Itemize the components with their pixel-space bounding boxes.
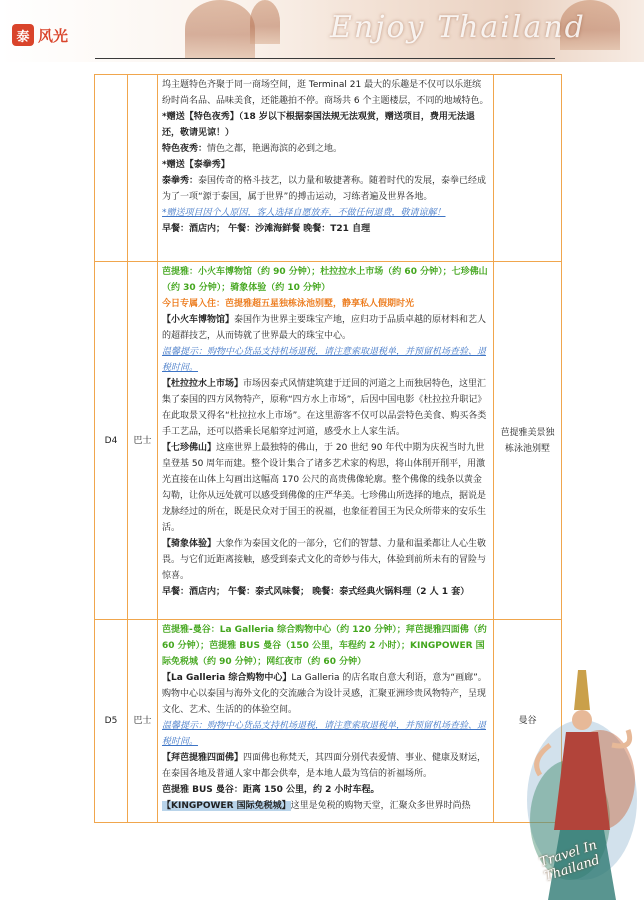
tax-refund-tip: 温馨提示：购物中心货品支持机场退税，请注意索取退税单，并预留机场查验、退税时间。 bbox=[162, 721, 487, 747]
logo-mark: 泰 bbox=[12, 24, 34, 46]
section-text: 市场因泰式风情建筑建于迂回的河道之上而独居特色，这里汇集了泰国的四方风物特产，原称“四方水上市场”，后因中国电影《杜拉拉升职记》在此取景又得名“杜拉拉水上市场”。在这里游客不仅可以品尝特色美食、购买各类手工艺品，还可以搭乘长尾船穿过河道，感受水上人家生活。 bbox=[162, 379, 487, 437]
brand-logo bbox=[12, 22, 68, 48]
text-paragraph bbox=[162, 670, 489, 718]
header-script: Enjoy Thailand bbox=[330, 10, 586, 45]
itinerary-content bbox=[158, 620, 494, 823]
section-title: 【La Galleria 综合购物中心】 bbox=[162, 673, 292, 683]
table-row bbox=[95, 620, 562, 823]
section-text: 四面佛也称梵天，其四面分别代表爱情、事业、健康及财运，在泰国各地及普通人家中都会供奉，是本地人最为笃信的祈福场所。 bbox=[162, 753, 487, 779]
section-title: 【骑象体验】 bbox=[162, 539, 217, 549]
gift-note: *赠送【特色夜秀】（18 岁以下根据泰国法规无法观赏，赠送项目，费用无法退还，敬请见谅！） bbox=[162, 112, 475, 138]
header-divider bbox=[95, 58, 555, 59]
tax-refund-tip: 温馨提示：购物中心货品支持机场退税，请注意索取退税单，并预留机场查验、退税时间。 bbox=[162, 347, 487, 373]
bus-transfer: 芭提雅 BUS 曼谷：距离 150 公里，约 2 小时车程。 bbox=[162, 785, 380, 795]
text-paragraph bbox=[162, 798, 489, 814]
item-label: 泰拳秀： bbox=[162, 176, 199, 186]
day-cell: D5 bbox=[95, 620, 128, 823]
special-stay: 今日专属入住：芭提雅超五星独栋泳池别墅，静享私人假期时光 bbox=[162, 299, 415, 309]
route-summary: 芭提雅-曼谷：La Galleria 综合购物中心（约 120 分钟）；拜芭提雅四面佛（约 60 分钟）；芭提雅 BUS 曼谷（150 公里，车程约 2 小时）；KINGPOWER 国际免税城（约 90 分钟）；网红夜市（约 60 分钟） bbox=[162, 625, 487, 667]
hotel-cell: 曼谷 bbox=[494, 620, 562, 823]
table-row bbox=[95, 262, 562, 620]
section-text: La Galleria 的店名取自意大利语，意为“画廊”。购物中心以泰国与海外文化的交流融合为设计灵感，汇聚亚洲珍贵风物特产，呈现文化、艺术、生活的的体验空间。 bbox=[162, 673, 487, 715]
transport-cell: 巴士 bbox=[128, 620, 158, 823]
text-paragraph bbox=[162, 312, 489, 344]
section-title: 【KINGPOWER 国际免税城】 bbox=[162, 801, 291, 811]
transport-cell: 巴士 bbox=[128, 262, 158, 620]
section-title: 【拜芭提雅四面佛】 bbox=[162, 753, 244, 763]
transport-cell bbox=[128, 75, 158, 262]
text-paragraph bbox=[162, 536, 489, 584]
thai-dancer-illustration bbox=[520, 650, 644, 914]
section-title: 【小火车博物馆】 bbox=[162, 315, 235, 325]
section-text: 大象作为泰国文化的一部分，它们的智慧、力量和温柔都让人心生敬畏。与它们近距离接触，感受到泰式文化的奇妙与伟大，体验到前所未有的冒险与惊喜。 bbox=[162, 539, 487, 581]
section-text: 泰国作为世界主要珠宝产地，应归功于品质卓越的原材料和艺人的超群技艺，从而铸就了世界最大的珠宝中心。 bbox=[162, 315, 487, 341]
hotel-cell bbox=[494, 75, 562, 262]
hotel-cell: 芭提雅美景独栋泳池别墅 bbox=[494, 262, 562, 620]
item-text: 情色之都，艳遇海滨的必到之地。 bbox=[207, 144, 343, 154]
route-summary: 芭提雅：小火车博物馆（约 90 分钟）；杜拉拉水上市场（约 60 分钟）；七珍佛山（约 30 分钟）；骑象体验（约 10 分钟） bbox=[162, 267, 488, 293]
itinerary-table bbox=[94, 74, 562, 823]
text-paragraph bbox=[162, 141, 489, 157]
temple-silhouette bbox=[185, 0, 255, 58]
table-row bbox=[95, 75, 562, 262]
text-paragraph: 坞主题特色齐聚于同一商场空间，逛 Terminal 21 最大的乐趣是不仅可以乐逛缤纷时尚名品、品味美食，还能趣拍不停。商场共 6 个主题楼层，不同的地域特色。 bbox=[162, 80, 489, 106]
logo-text: 风光 bbox=[38, 26, 69, 45]
section-text: 这座世界上最独特的佛山，于 20 世纪 90 年代中期为庆祝当时九世皇登基 50 周年而建。整个设计集合了诸多艺术家的构思，将山体削开削平，用激光直接在山体上勾画出这幅高 170 公尺的高贵佛像轮廓。整个佛像的线条以黄金勾勒，让你从远处就可以感受到佛像的庄严华美。七珍佛山所选择的地点，据说是龙脉经过的所在，既是民众对于国王的祝福，也象征着国王为民众所带来的安乐生活。 bbox=[162, 443, 487, 533]
day-cell bbox=[95, 75, 128, 262]
text-paragraph bbox=[162, 376, 489, 440]
section-text: 这里是免税的购物天堂，汇聚众多世界时尚热 bbox=[290, 801, 471, 811]
section-title: 【杜拉拉水上市场】 bbox=[162, 379, 244, 389]
meals-line: 早餐：酒店内； 午餐：沙滩海鲜餐 晚餐：T21 自理 bbox=[162, 224, 371, 234]
meals-line: 早餐：酒店内； 午餐：泰式风味餐； 晚餐：泰式经典火锅料理（2 人 1 套） bbox=[162, 587, 470, 597]
dancer-caption: Travel In Thailand bbox=[537, 837, 602, 885]
section-title: 【七珍佛山】 bbox=[162, 443, 217, 453]
item-label: 特色夜秀： bbox=[162, 144, 208, 154]
itinerary-content bbox=[158, 75, 494, 262]
text-paragraph bbox=[162, 440, 489, 536]
disclaimer-note: *赠送项目因个人原因，客人选择自愿放弃，不做任何退费，敬请谅解！ bbox=[162, 208, 446, 218]
text-paragraph bbox=[162, 173, 489, 205]
temple-silhouette bbox=[250, 0, 280, 44]
text-paragraph bbox=[162, 750, 489, 782]
item-text: 泰国传奇的格斗技艺，以力量和敏捷著称。随着时代的发展，泰拳已经成为了一项“源于泰国，属于世界”的搏击运动，习练者遍及世界各地。 bbox=[162, 176, 487, 202]
day-cell: D4 bbox=[95, 262, 128, 620]
itinerary-content bbox=[158, 262, 494, 620]
gift-note: *赠送【泰拳秀】 bbox=[162, 160, 230, 170]
